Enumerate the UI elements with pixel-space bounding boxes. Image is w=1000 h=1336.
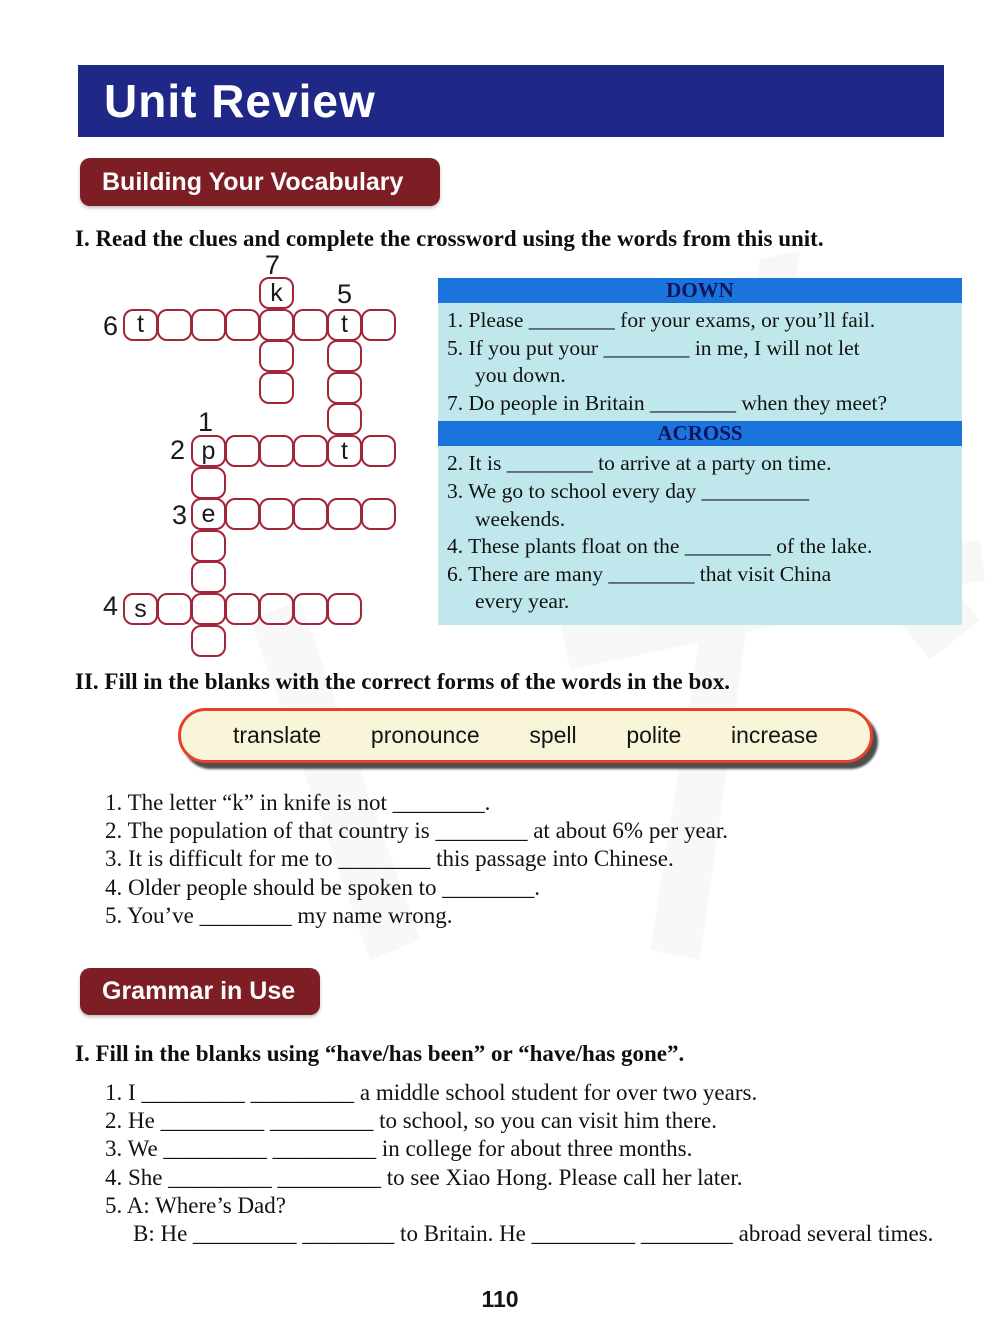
crossword-cell <box>327 340 362 372</box>
page-number: 110 <box>481 1286 519 1312</box>
crossword-cell: e <box>191 498 226 530</box>
crossword-cell <box>293 309 328 341</box>
crossword-cell <box>293 593 328 625</box>
grammar-sentence: 5. A: Where’s Dad? <box>105 1192 286 1218</box>
crossword-cell <box>293 498 328 530</box>
across-clues <box>438 446 962 620</box>
section-banner-vocabulary <box>80 158 440 206</box>
crossword-cell <box>191 625 226 657</box>
task2-sentence: 3. It is difficult for me to ________ this passage into Chinese. <box>105 846 674 872</box>
crossword-cell <box>191 530 226 562</box>
task2-sentence: 2. The population of that country is ________ at about 6% per year. <box>105 818 728 844</box>
across-header: ACROSS <box>438 421 962 446</box>
crossword-cell <box>225 309 260 341</box>
word-box-item: spell <box>529 722 577 748</box>
word-box-item: increase <box>731 722 818 748</box>
word-box-item: polite <box>626 722 682 748</box>
grammar-sentence: B: He _________ ________ to Britain. He _________ ________ abroad several times. <box>133 1221 934 1247</box>
grammar-sentence: 3. We _________ _________ in college for about three months. <box>105 1136 693 1162</box>
page-title-banner <box>78 65 944 137</box>
crossword-number: 7 <box>265 250 281 280</box>
grammar-sentence: 4. She _________ _________ to see Xiao Hong. Please call her later. <box>105 1164 743 1190</box>
task2-sentence: 4. Older people should be spoken to ________. <box>105 874 541 900</box>
crossword-cell <box>259 372 294 404</box>
section-banner-vocabulary-label: Building Your Vocabulary <box>102 167 404 196</box>
crossword-number: 1 <box>198 407 214 437</box>
crossword-cell <box>259 593 294 625</box>
across-clue <box>447 533 958 561</box>
down-clue <box>447 307 958 335</box>
down-clue-line: 7. Do people in Britain ________ when they meet? <box>447 390 888 415</box>
crossword-number: 4 <box>103 591 119 621</box>
down-clue-line: 5. If you put your ________ in me, I will not let <box>447 335 860 360</box>
word-box-item: pronounce <box>370 722 480 748</box>
across-clue-line: weekends. <box>475 506 566 531</box>
down-clues <box>438 303 962 421</box>
across-clue-line: 6. There are many ________ that visit China <box>447 561 832 586</box>
down-clue-line: 1. Please ________ for your exams, or you’ll fail. <box>447 308 876 332</box>
down-clue <box>447 335 958 390</box>
crossword-number: 5 <box>337 279 353 309</box>
crossword-cell: p <box>191 435 226 467</box>
crossword-cell <box>327 372 362 404</box>
crossword-cell <box>225 435 260 467</box>
down-header: DOWN <box>438 278 962 303</box>
crossword-cell: t <box>327 309 362 341</box>
task2-heading: II. Fill in the blanks with the correct forms of the words in the box. <box>75 669 731 694</box>
crossword-cell <box>157 593 192 625</box>
down-clue-line: you down. <box>475 363 566 388</box>
crossword-number: 3 <box>172 500 188 530</box>
crossword-cell <box>191 593 226 625</box>
crossword-cell: t <box>123 309 158 341</box>
across-clue-line: 3. We go to school every day __________ <box>447 478 810 503</box>
section-banner-grammar-label: Grammar in Use <box>102 977 296 1005</box>
across-clue <box>447 450 958 478</box>
across-clue <box>447 478 958 533</box>
grammar-sentence: 2. He _________ _________ to school, so you can visit him there. <box>105 1108 717 1134</box>
task2-sentence: 5. You’ve ________ my name wrong. <box>105 902 453 928</box>
crossword-cell <box>225 593 260 625</box>
crossword-cell: k <box>259 277 294 309</box>
crossword-cell: t <box>327 435 362 467</box>
crossword-cell <box>225 498 260 530</box>
section-banner-grammar <box>80 968 320 1015</box>
task1-heading: I. Read the clues and complete the crossword using the words from this unit. <box>75 226 824 251</box>
grammar-task-heading: I. Fill in the blanks using “have/has been” or “have/has gone”. <box>75 1041 685 1066</box>
crossword-cell <box>191 309 226 341</box>
crossword-cell <box>293 435 328 467</box>
crossword-cell <box>157 309 192 341</box>
word-box <box>178 708 873 763</box>
crossword-cell: s <box>123 593 158 625</box>
down-clue <box>447 390 958 418</box>
task2-sentence: 1. The letter “k” in knife is not ________. <box>105 790 491 815</box>
clues-box <box>438 278 962 625</box>
crossword-cell <box>361 309 396 341</box>
crossword-cell <box>327 593 362 625</box>
crossword-cell <box>361 498 396 530</box>
grammar-sentences <box>105 1079 1000 1248</box>
across-clue-line: 4. These plants float on the ________ of the lake. <box>447 534 873 559</box>
across-clue-line: 2. It is ________ to arrive at a party on time. <box>447 451 832 476</box>
crossword-number: 2 <box>170 435 186 465</box>
page-title: Unit Review <box>104 75 376 127</box>
crossword-cell <box>327 403 362 435</box>
crossword-cell <box>259 435 294 467</box>
crossword-cell <box>259 340 294 372</box>
crossword-cell <box>191 467 226 499</box>
word-box-item: translate <box>233 722 322 748</box>
crossword-cell <box>259 498 294 530</box>
crossword-cell <box>327 498 362 530</box>
grammar-sentence: 1. I _________ _________ a middle school student for over two years. <box>105 1080 758 1105</box>
crossword-cell <box>361 435 396 467</box>
crossword-cell <box>191 561 226 593</box>
crossword-cell <box>259 309 294 341</box>
across-clue <box>447 561 958 616</box>
across-clue-line: every year. <box>475 589 570 614</box>
crossword-number: 6 <box>103 311 119 341</box>
task2-sentences <box>105 789 985 930</box>
